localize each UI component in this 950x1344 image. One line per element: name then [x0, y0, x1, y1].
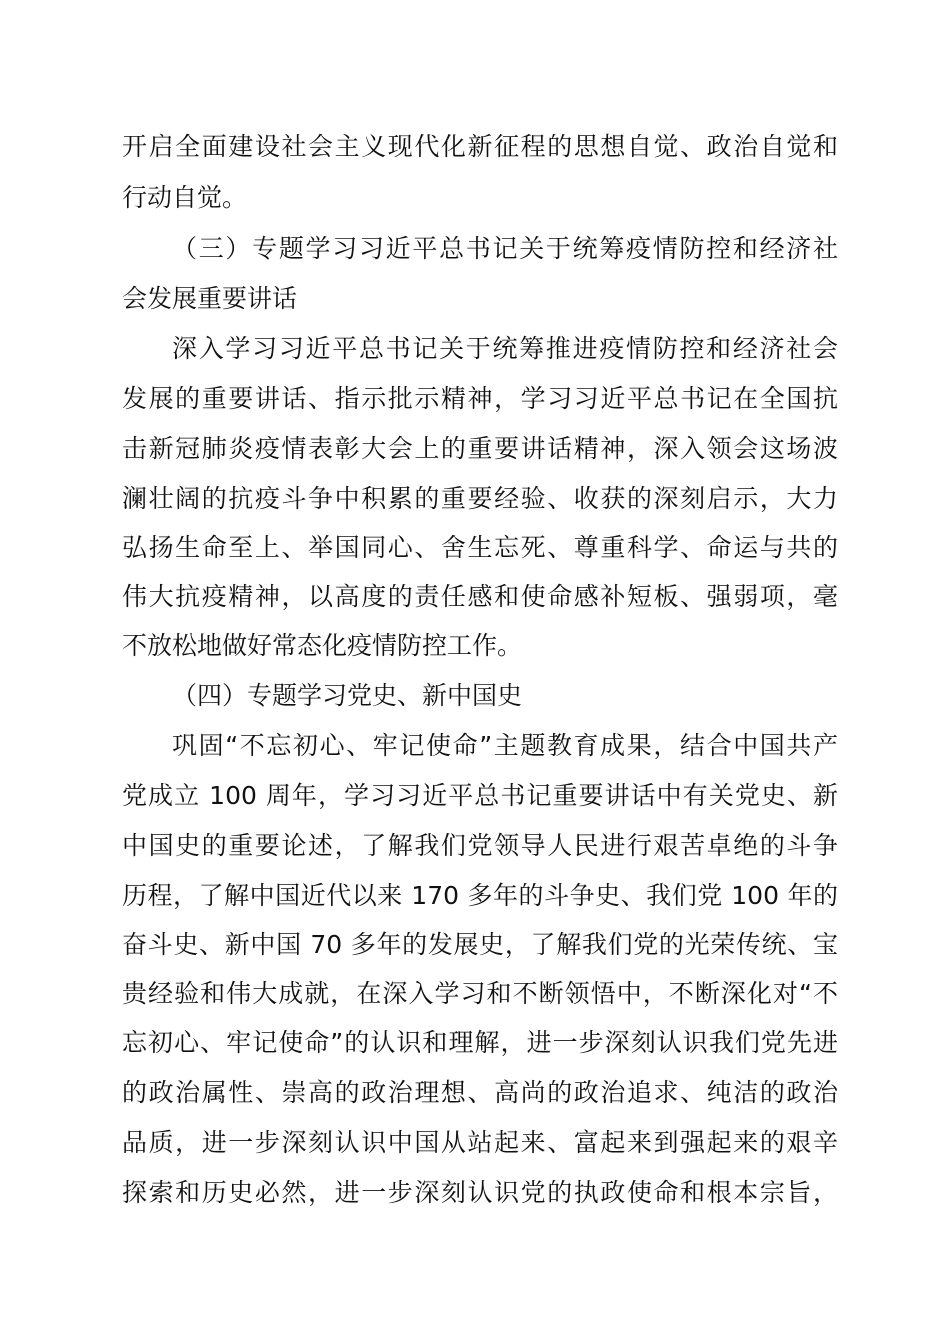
section-heading: （三）专题学习习近平总书记关于统筹疫情防控和经济社 [172, 234, 838, 263]
text-line: 开启全面建设社会主义现代化新征程的思想自觉、政治自觉和 [122, 132, 838, 161]
text-line: 发展的重要讲话、指示批示精神，学习习近平总书记在全国抗 [122, 384, 838, 413]
section-heading: 会发展重要讲话 [122, 284, 298, 313]
text-line: 不放松地做好常态化疫情防控工作。 [122, 631, 523, 660]
text-line: 品质，进一步深刻认识中国从站起来、富起来到强起来的艰辛 [122, 1128, 838, 1157]
text-line: 党成立 100 周年，学习习近平总书记重要讲话中有关党史、新 [122, 781, 838, 810]
text-line: 伟大抗疫精神，以高度的责任感和使命感补短板、强弱项，毫 [122, 582, 838, 611]
text-line: 贵经验和伟大成就，在深入学习和不断领悟中，不断深化对“不 [122, 979, 838, 1008]
text-line: 的政治属性、崇高的政治理想、高尚的政治追求、纯洁的政治 [122, 1078, 838, 1107]
text-line: 巩固“不忘初心、牢记使命”主题教育成果，结合中国共产 [172, 731, 838, 760]
text-line: 行动自觉。 [122, 183, 248, 212]
text-line: 弘扬生命至上、举国同心、舍生忘死、尊重科学、命运与共的 [122, 533, 838, 562]
section-heading: （四）专题学习党史、新中国史 [172, 681, 523, 710]
text-line: 击新冠肺炎疫情表彰大会上的重要讲话精神，深入领会这场波 [122, 434, 838, 463]
text-line: 深入学习习近平总书记关于统筹推进疫情防控和经济社会 [172, 334, 838, 363]
text-line: 中国史的重要论述，了解我们党领导人民进行艰苦卓绝的斗争 [122, 831, 838, 860]
text-line: 忘初心、牢记使命”的认识和理解，进一步深刻认识我们党先进 [122, 1028, 838, 1057]
text-line: 澜壮阔的抗疫斗争中积累的重要经验、收获的深刻启示，大力 [122, 484, 838, 513]
text-line: 探索和历史必然，进一步深刻认识党的执政使命和根本宗旨， [122, 1178, 838, 1207]
text-line: 历程，了解中国近代以来 170 多年的斗争史、我们党 100 年的 [122, 881, 838, 910]
text-line: 奋斗史、新中国 70 多年的发展史，了解我们党的光荣传统、宝 [122, 930, 838, 959]
